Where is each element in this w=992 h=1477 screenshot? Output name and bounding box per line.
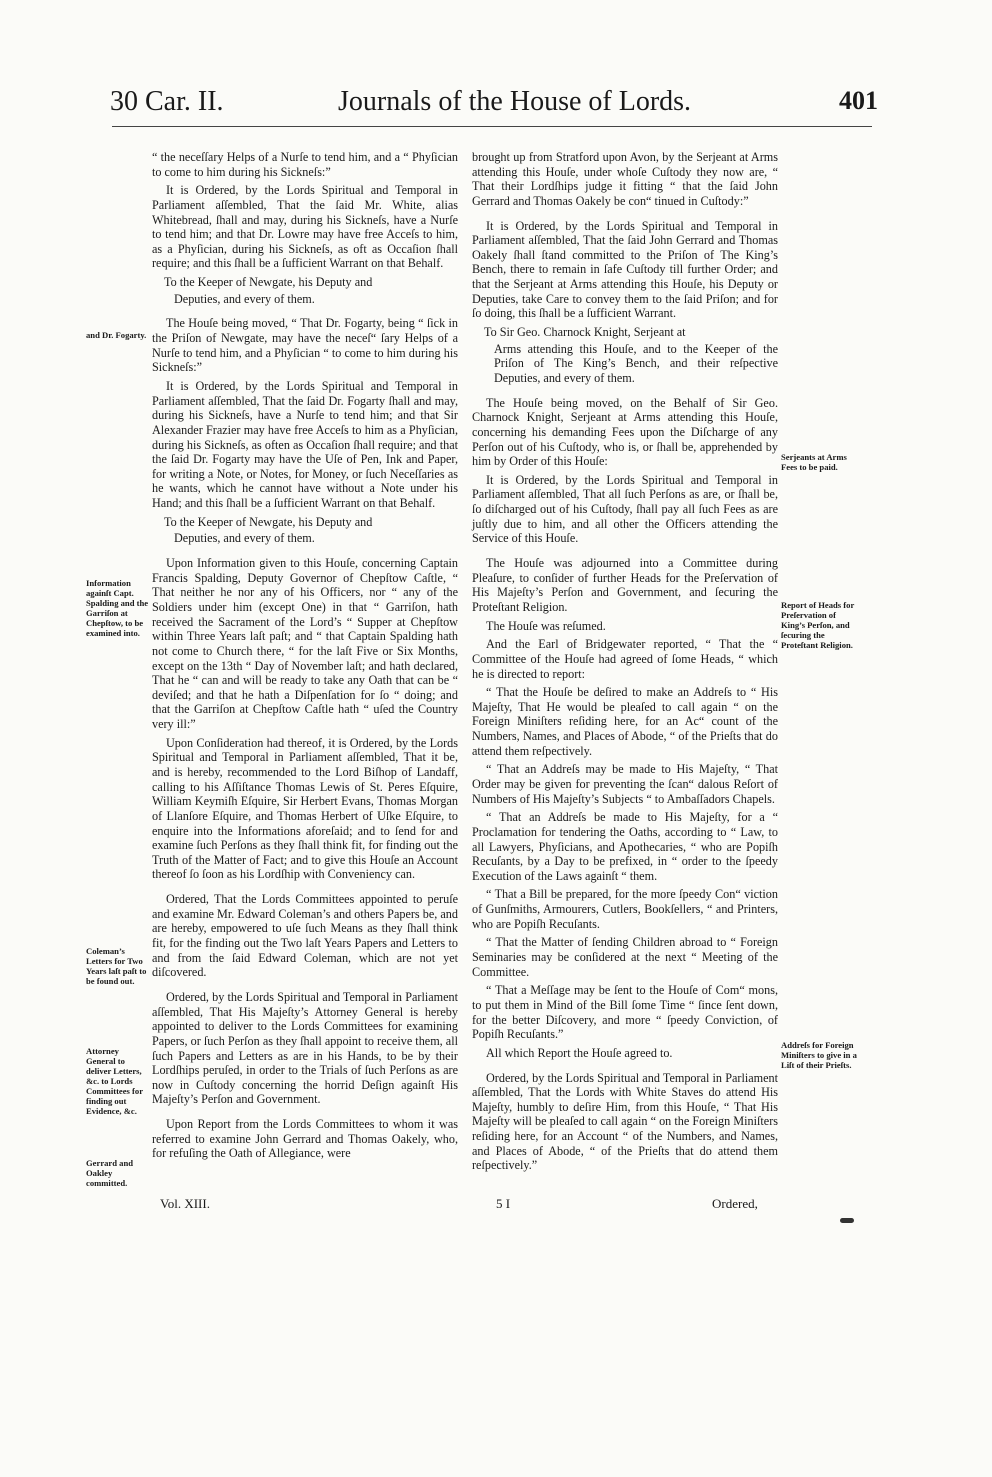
address-line: To the Keeper of Newgate, his Deputy and xyxy=(164,275,373,290)
signature-mark: 5 I xyxy=(496,1196,511,1211)
catchword: Ordered, xyxy=(712,1196,758,1211)
margin-note-coleman: Coleman’s Letters for Two Years laſt paſt to be found out. xyxy=(86,946,147,986)
margin-note-fogarty: and Dr. Fogarty. xyxy=(86,330,147,340)
paragraph: It is Ordered, by the Lords Spiritual and Temporal in Parliament aſſembled, That the ſaid Mr. White, alias Whitebread, ſhall and may, during his Sickneſs, have a Nurſe to tend him; and that Dr. Lowre may have free Acceſs to him, as a Phyſician, during his Sickneſs, as oft as Occaſion ſhall require; and this ſhall be a ſufficient Warrant on that Behalf. xyxy=(152,183,458,271)
margin-note-report: Report of Heads for Preſervation of King’s Perſon, and ſecuring the Proteſtant Religion. xyxy=(781,600,855,650)
paragraph: Ordered, That the Lords Committees appointed to peruſe and examine Mr. Edward Coleman’s and others Papers be, and are hereby, empowered to uſe ſuch Means as they ſhall think fit, for the finding out the Two laſt Years Papers and Letters to and from the ſaid Edward Coleman, which are not yet diſcovered. xyxy=(152,892,458,980)
paragraph: The Houſe being moved, “ That Dr. Fogarty, being “ ſick in the Priſon of Newgate, may have the neceſ“ ſary Helps of a Nurſe to tend him, and a Phyſician “ to come to him during his Sickneſs:” xyxy=(152,316,458,375)
paragraph: And the Earl of Bridgewater reported, “ That the “ Committee of the Houſe had agreed of ſome Heads, “ which he is directed to report: xyxy=(472,637,778,681)
address-line: Arms attending this Houſe, and to the Keeper of the Priſon of The King’s Bench, and their reſpective Deputies, and every of them. xyxy=(494,341,778,385)
paragraph: Upon Information given to this Houſe, concerning Captain Francis Spalding, Deputy Governor of Chepſtow Caſtle, “ That neither he nor any of his Officers, nor “ any of the Soldiers under him (except One) in that “ Garriſon, hath received the Sacrament of the Lord’s “ Supper at Chepſtow within Three Years laſt paſt; and “ that Captain Spalding hath not come to Church there, “ for the laſt Five or Six Months, except on the 13th “ Day of November laſt; and hath declared, That he “ can and will be ready to take any Oath that can be “ deviſed; and that he hath a Diſpenſation for ſo “ doing; and that the Garriſon at Chepſtow Caſtle hath “ uſed the Country very ill:” xyxy=(152,556,458,732)
paragraph: It is Ordered, by the Lords Spiritual and Temporal in Parliament aſſembled, That the ſaid John Gerrard and Thomas Oakely ſhall ſtand committed to the Priſon of The King’s Bench, there to remain in ſafe Cuſtody till further Order; and that the Serjeant at Arms attending this Houſe, his Deputy or Deputies, take Care to convey them to the ſaid Priſon; and for ſo doing, this ſhall be a ſufficient Warrant. xyxy=(472,218,778,321)
margin-note-serjeants: Serjeants at Arms Fees to be paid. xyxy=(781,452,847,472)
paragraph: “ the neceſſary Helps of a Nurſe to tend him, and a “ Phyſician to come to him during his Sickneſs:” xyxy=(152,150,458,179)
address-line: Deputies, and every of them. xyxy=(174,291,315,306)
margin-note-gerrard: Gerrard and Oakley committed. xyxy=(86,1158,134,1188)
address-line: Deputies, and every of them. xyxy=(174,531,315,546)
header-rule xyxy=(112,126,872,127)
paragraph: brought up from Stratford upon Avon, by the Serjeant at Arms attending this Houſe, under whoſe Cuſtody they now are, “ That their Lordſhips judge it fitting “ that the ſaid John Gerrard and Thomas Oakely be con“ tinued in Cuſtody:” xyxy=(472,150,778,208)
paragraph: It is Ordered, by the Lords Spiritual and Temporal in Parliament aſſembled, That the ſaid Dr. Fogarty ſhall and may, during his Sickneſs, have a Nurſe to tend him; and that Sir Alexander Frazier may have free Acceſs to him as a Phyſician, during his Sickneſs, as often as Occaſion ſhall require; and that the ſaid Dr. Fogarty may have the Uſe of Pen, Ink and Paper, for writing a Note, or Notes, for Money, or ſuch Neceſſaries as he wants, which he cannot have without a Note under his Hand; and this ſhall be a ſufficient Warrant on that Behalf. xyxy=(152,378,458,511)
paragraph: Upon Report from the Lords Committees to whom it was referred to examine John Gerrard and Thomas Oakely, who, for refuſing the Oath of Allegiance, were xyxy=(152,1117,458,1161)
ink-smudge xyxy=(840,1218,854,1223)
margin-note-spalding: Information againſt Capt. Spalding and the Garriſon at Chepſtow, to be examined into. xyxy=(86,578,149,638)
address-line: To the Keeper of Newgate, his Deputy and xyxy=(164,514,373,529)
left-column xyxy=(152,150,458,1165)
paragraph: Ordered, by the Lords Spiritual and Temporal in Parliament aſſembled, That the Lords with White Staves do attend His Majeſty, humbly to deſire Him, from this Houſe, “ That His Majeſty will be pleaſed to call again “ on the Foreign Miniſters reſiding here, for an Account “ of the Numbers, and Names, and Places of Abode, “ of the Prieſts that do attend them reſpectively.” xyxy=(472,1070,778,1173)
right-column xyxy=(472,150,778,1177)
paragraph: “ That a Meſſage may be ſent to the Houſe of Com“ mons, to put them in Mind of the Bill ſome Time “ ſince ſent down, for the better Diſcovery, and more “ ſpeedy Conviction, of Popiſh Recuſants.” xyxy=(472,983,778,1042)
paragraph: The Houſe being moved, on the Behalf of Sir Geo. Charnock Knight, Serjeant at Arms attending this Houſe, concerning his demanding Fees upon the Diſcharge of any Perſon out of his Cuſtody, who is, or ſhall be, apprehended by him by Order of this Houſe: xyxy=(472,395,778,469)
volume-label: Vol. XIII. xyxy=(160,1196,210,1211)
paragraph: All which Report the Houſe agreed to. xyxy=(486,1045,673,1060)
margin-note-attorney: Attorney General to deliver Letters, &c. to Lords Committees for finding out Evidence, &c. xyxy=(86,1046,143,1116)
paragraph: “ That an Addreſs be made to His Majeſty, for a “ Proclamation for tendering the Oaths, according to “ Law, to all Lawyers, Phyſicians, and Apothecaries, “ who are Popiſh Recuſants, by a Day to be prefixed, in “ order to the ſpeedy Execution of the Laws againſt “ them. xyxy=(472,810,778,883)
page-header xyxy=(110,86,878,126)
paragraph: Ordered, by the Lords Spiritual and Temporal in Parliament aſſembled, That His Majeſty’s Attorney General is hereby appointed to deliver to the Lords Committees for examining Papers, or ſuch Perſon as they ſhall appoint to receive them, all ſuch Papers and Letters as are in his Hands, to be by their Lordſhips peruſed, in order to the Trials of ſuch Perſons as are now in Cuſtody concerning the horrid Deſign againſt His Majeſty’s Perſon and Government. xyxy=(152,989,458,1107)
paragraph: The Houſe was reſumed. xyxy=(486,618,606,633)
margin-note-address: Addreſs for Foreign Miniſters to give in a Liſt of their Prieſts. xyxy=(781,1040,857,1070)
paragraph: It is Ordered, by the Lords Spiritual and Temporal in Parliament aſſembled, That all ſuch Perſons as are, or ſhall be, ſo diſcharged out of his Cuſtody, ſhall pay all ſuch Fees as are juſtly due to him, and all other the Officers attending the Service of this Houſe. xyxy=(472,472,778,546)
paragraph: Upon Conſideration had thereof, it is Ordered, by the Lords Spiritual and Temporal in Parliament aſſembled, That it be, and is hereby, recommended to the Lord Biſhop of Landaff, calling to his Aſſiſtance Thomas Lewis of St. Peres Eſquire, William Keymiſh Eſquire, Sir Herbert Evans, Thomas Morgan of Llanſore Eſquire, and Thomas Herbert of Uſke Eſquire, to enquire into the Informations aforeſaid; and to ſend for and examine ſuch Perſons as they ſhall think fit, for finding out the Truth of the Matter of Fact; and to give this Houſe an Account thereof ſo ſoon as his Lordſhip with Conveniency can. xyxy=(152,735,458,882)
regnal-year: 30 Car. II. xyxy=(110,86,224,117)
paragraph: “ That an Addreſs may be made to His Majeſty, “ That Order may be given for preventing the ſcan“ dalous Reſort of Numbers of His Majeſty’s Subjects “ to Ambaſſadors Chapels. xyxy=(472,762,778,806)
paragraph: The Houſe was adjourned into a Committee during Pleaſure, to conſider of further Heads for the Preſervation of His Majeſty’s Perſon and Government, and ſecuring the Proteſtant Religion. xyxy=(472,556,778,614)
paragraph: “ That a Bill be prepared, for the more ſpeedy Con“ viction of Gunſmiths, Armourers, Cutlers, Bookſellers, “ and Printers, who are Popiſh Recuſants. xyxy=(472,887,778,931)
page-number: 401 xyxy=(839,86,878,115)
running-title: Journals of the House of Lords. xyxy=(338,86,692,117)
address-line: To Sir Geo. Charnock Knight, Serjeant at xyxy=(484,325,686,340)
paragraph: “ That the Houſe be deſired to make an Addreſs to “ His Majeſty, That He would be pleaſed to call again “ on the Foreign Miniſters reſiding here, for an Ac“ count of the Numbers, Names, and Places of Abode, “ of the Prieſts that do attend them reſpectively. xyxy=(472,685,778,758)
paragraph: “ That the Matter of ſending Children abroad to “ Foreign Seminaries may be conſidered at the next “ Meeting of the Committee. xyxy=(472,935,778,979)
